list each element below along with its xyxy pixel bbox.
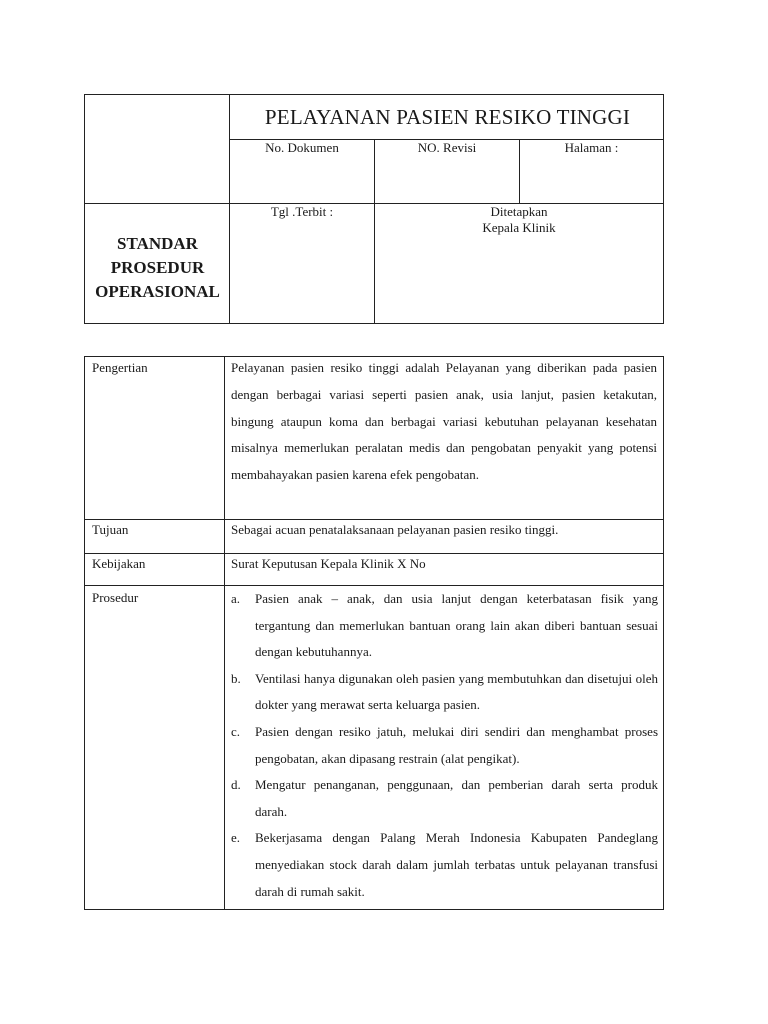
no-dokumen-label: No. Dokumen [265,140,339,155]
list-text: Mengatur penanganan, penggunaan, dan pemberian darah serta produk darah. [255,777,658,819]
kepala-klinik-label: Kepala Klinik [482,220,556,235]
content-vline [224,357,225,909]
list-marker: b. [231,670,241,686]
list-text: Pasien anak – anak, dan usia lanjut dengan keterbatasan fisik yang tergantung dan memerlukan bantuan orang lain akan diberi bantuan sesuai dengan kebutuhannya. [255,591,658,660]
halaman-label: Halaman : [564,140,619,155]
list-text: Ventilasi hanya digunakan oleh pasien yang membutuhkan dan disetujui oleh dokter yang merawat serta keluarga pasien. [255,670,658,713]
list-marker: d. [231,777,241,793]
list-item [231,719,658,772]
list-item [231,586,658,666]
sop-line-3: OPERASIONAL [95,282,220,301]
document-title: PELAYANAN PASIEN RESIKO TINGGI [264,104,631,129]
prosedur-label: Prosedur [92,590,139,605]
list-marker: c. [231,723,241,739]
list-marker: a. [231,591,241,606]
kebijakan-label: Kebijakan [92,556,146,571]
sop-label [85,232,230,304]
pengertian-text: Pelayanan pasien resiko tinggi adalah Pelayanan yang diberikan pada pasien dengan berbagai variasi seperti pasien anak, usia lanjut, pasien ketakutan, bingung ataupun koma dan berbagai variasi kebutuhan pelayanan kesehatan misalnya memerlukan peralatan medis dan pengobatan penyakit yang potensi membahayakan pasien karena efek pengobatan. [231,360,657,483]
pengertian-label: Pengertian [92,360,148,375]
list-item [231,825,658,905]
row-divider-2 [85,553,663,554]
tujuan-label: Tujuan [92,522,129,537]
row-divider-1 [85,519,663,520]
ditetapkan-label: Ditetapkan [490,204,548,219]
list-text: Pasien dengan resiko jatuh, melukai diri sendiri dan menghambat proses pengobatan, akan dipasang restrain (alat pengikat). [255,723,658,766]
kebijakan-text: Surat Keputusan Kepala Klinik X No [231,556,426,571]
list-text: Bekerjasama dengan Palang Merah Indonesia Kabupaten Pandeglang menyediakan stock darah dalam jumlah terbatas untuk pelayanan transfusi darah di rumah sakit. [255,830,658,899]
content-table [84,356,664,910]
tujuan-text: Sebagai acuan penatalaksanaan pelayanan pasien resiko tinggi. [231,522,559,537]
no-revisi-label: NO. Revisi [417,140,477,155]
list-marker: e. [231,830,241,846]
list-item [231,772,658,825]
header-vline-middle [374,139,375,323]
sop-line-2: PROSEDUR [110,258,205,277]
list-item [231,666,658,719]
prosedur-list [231,586,658,905]
tgl-terbit-label: Tgl .Terbit : [270,204,334,219]
sop-line-1: STANDAR [117,234,198,253]
header-table [84,94,664,324]
